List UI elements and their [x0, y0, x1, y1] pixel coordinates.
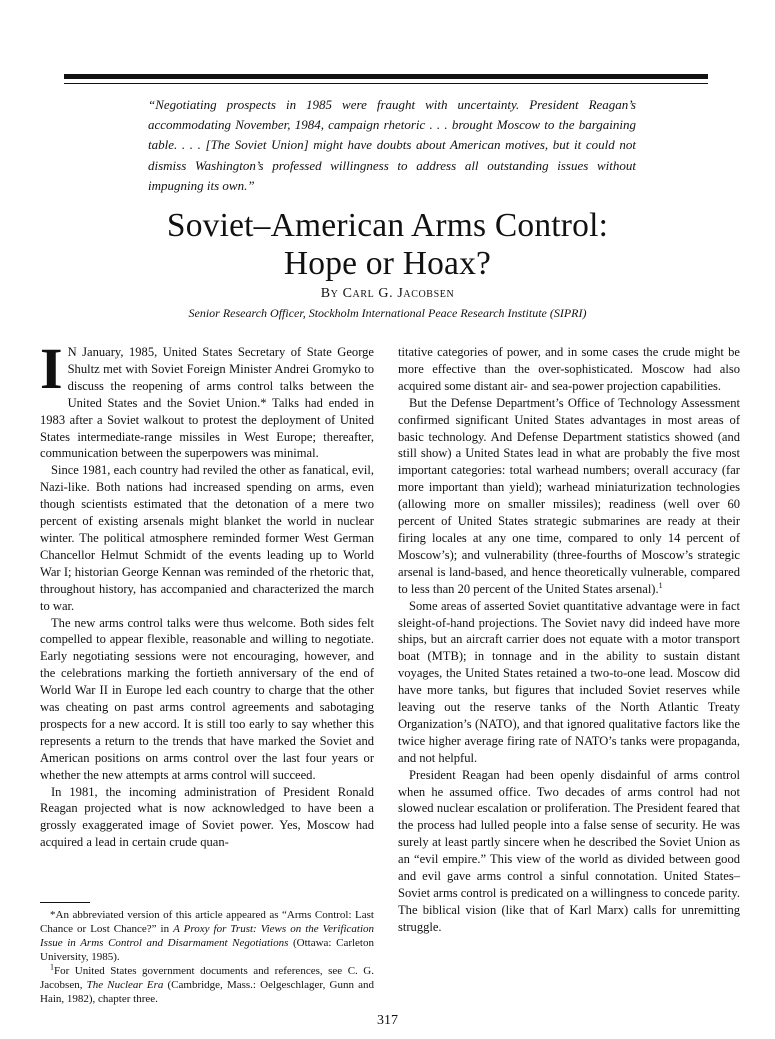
left-column	[40, 336, 374, 851]
paragraph-4: In 1981, the incoming administration of President Ronald Reagan projected what is now acknowledged to have been a grossly exaggerated image of Soviet power. Yes, Moscow had acquired a lead in certain crude quan-	[40, 784, 374, 850]
paragraph-3: The new arms control talks were thus welcome. Both sides felt compelled to appear flexible, reasonable and willing to negotiate. Early negotiating sessions were not encouraging, however, and the celebrations marking the fortieth anniversary of the end of World War II in Europe led each country to charge that the other was cheating on past arms control agreements and sabotaging prospects for a new accord. It is still too early to say whether this represents a return to the trends that have marked the Soviet and American positions on arms control over the last four years or whether the new attempts at arms control will succeed.	[40, 615, 374, 782]
paragraph-2: Since 1981, each country had reviled the other as fanatical, evil, Nazi-like. Both nations had increased spending on arms, even though scientists estimated that the detonation of a mere two percent of existing arsenals might blanket the world in nuclear winter. The political atmosphere reminded former West German Chancellor Helmut Schmidt of the events leading up to World War I; historian George Kennan was reminded of the rhetoric that, throughout history, has accompanied and characterized the march to war.	[40, 463, 374, 613]
paragraph-1-text: N January, 1985, United States Secretary of State George Shultz met with Soviet Foreign Minister Andrei Gromyko to discuss the reopening of arms control talks between the United States and the Soviet Union.* Talks had ended in 1983 after a Soviet walkout to protest the deployment of United States intermediate-range missiles in West Europe; thereafter, communication between the superpowers was minimal.	[40, 345, 374, 461]
epigraph-quote: “Negotiating prospects in 1985 were fraught with uncertainty. President Reagan’s accommodating November, 1984, campaign rhetoric . . . brought Moscow to the bargaining table. . . . [The Soviet Union] might have doubts about American motives, but it could not dismiss Washington’s professed willingness to address all outstanding issues without impugning its own.”	[148, 97, 636, 193]
header-rule-thin	[64, 83, 708, 84]
article-title-line2: Hope or Hoax?	[283, 245, 492, 282]
drop-cap: I	[40, 336, 63, 401]
footnote-star-title: A Proxy for Trust: Views on the Verification Issue in Arms Control and Disarmament Negotiations	[40, 923, 374, 949]
footnote-1-tail: (Cambridge, Mass.: Oelgeschlager, Gunn and Hain, 1982), chapter three.	[40, 979, 374, 1005]
footnotes	[40, 908, 374, 1006]
footnote-1-title: The Nuclear Era	[86, 979, 164, 991]
paragraph-6	[398, 395, 740, 598]
paragraph-5: titative categories of power, and in some cases the crude might be more effective than the over-sophisticated. Moscow had also acquired some distant air- and sea-power projection capabilities.	[398, 345, 740, 393]
footnote-star	[40, 908, 374, 964]
paragraph-6-text: But the Defense Department’s Office of Technology Assessment confirmed significant United States advantages in most areas of basic technology. And Defense Department statistics showed (and still show) a United States lead in what are probably the five most important categories: total warhead numbers; overall accuracy (far more important than yield); warhead miniaturization technologies (allowing more on smaller missiles); readiness (well over 60 percent of United States strategic submarines are ready at their firing locales at any one time, compared to only 14 percent of Moscow’s); and vulnerability (three-fourths of Moscow’s strategic arsenal is land-based, and hence theoretically vulnerable, compared to less than 20 percent of the United States arsenal).	[398, 395, 740, 596]
footnote-star-text: *An abbreviated version of this article appeared as “Arms Control: Last Chance or Lost Chance?” in	[40, 909, 374, 935]
right-column	[398, 344, 740, 936]
paragraph-1	[40, 336, 374, 462]
footnote-rule	[40, 902, 90, 903]
header-rule-thick	[64, 74, 708, 79]
author-byline: By Carl G. Jacobsen	[320, 286, 455, 301]
footnote-1	[40, 964, 374, 1006]
author-affiliation: Senior Research Officer, Stockholm International Peace Research Institute (SIPRI)	[188, 306, 587, 320]
footnote-star-tail: (Ottawa: Carleton University, 1985).	[40, 937, 374, 963]
paragraph-7: Some areas of asserted Soviet quantitative advantage were in fact sleight-of-hand projections. The Soviet navy did indeed have more ships, but an aircraft carrier does not equate with a motor transport boat (MTB); in tonnage and in the ability to sustain distant voyages, the United States retained a two-to-one lead. Moscow did have more tanks, but figures that included Soviet reserves while leaving out the reserve tanks of the North Atlantic Treaty Organization’s (NATO), and that ignored qualitative factors like the twice higher average firing rate of NATO’s tanks were propaganda, and not helpful.	[398, 598, 740, 765]
article-title-line1: Soviet–American Arms Control:	[166, 207, 609, 244]
footnote-1-mark: 1	[50, 962, 54, 972]
footnote-ref-1: 1	[658, 580, 663, 590]
footnote-1-text: For United States government documents and references, see C. G. Jacobsen,	[40, 965, 374, 991]
paragraph-8: President Reagan had been openly disdainful of arms control when he assumed office. Two decades of arms control had not slowed nuclear escalation or proliferation. The President feared that the process had lulled people into a false sense of security. He was surely at least partly sincere when he described the Soviet Union as an “evil empire.” This view of the world as divided between good and evil gave arms control a sinful connotation. United States–Soviet arms control is predicated on a willingness to concede parity. The biblical vision (like that of Karl Marx) calls for unremitting struggle.	[398, 767, 740, 934]
page-number: 317	[377, 1013, 398, 1028]
